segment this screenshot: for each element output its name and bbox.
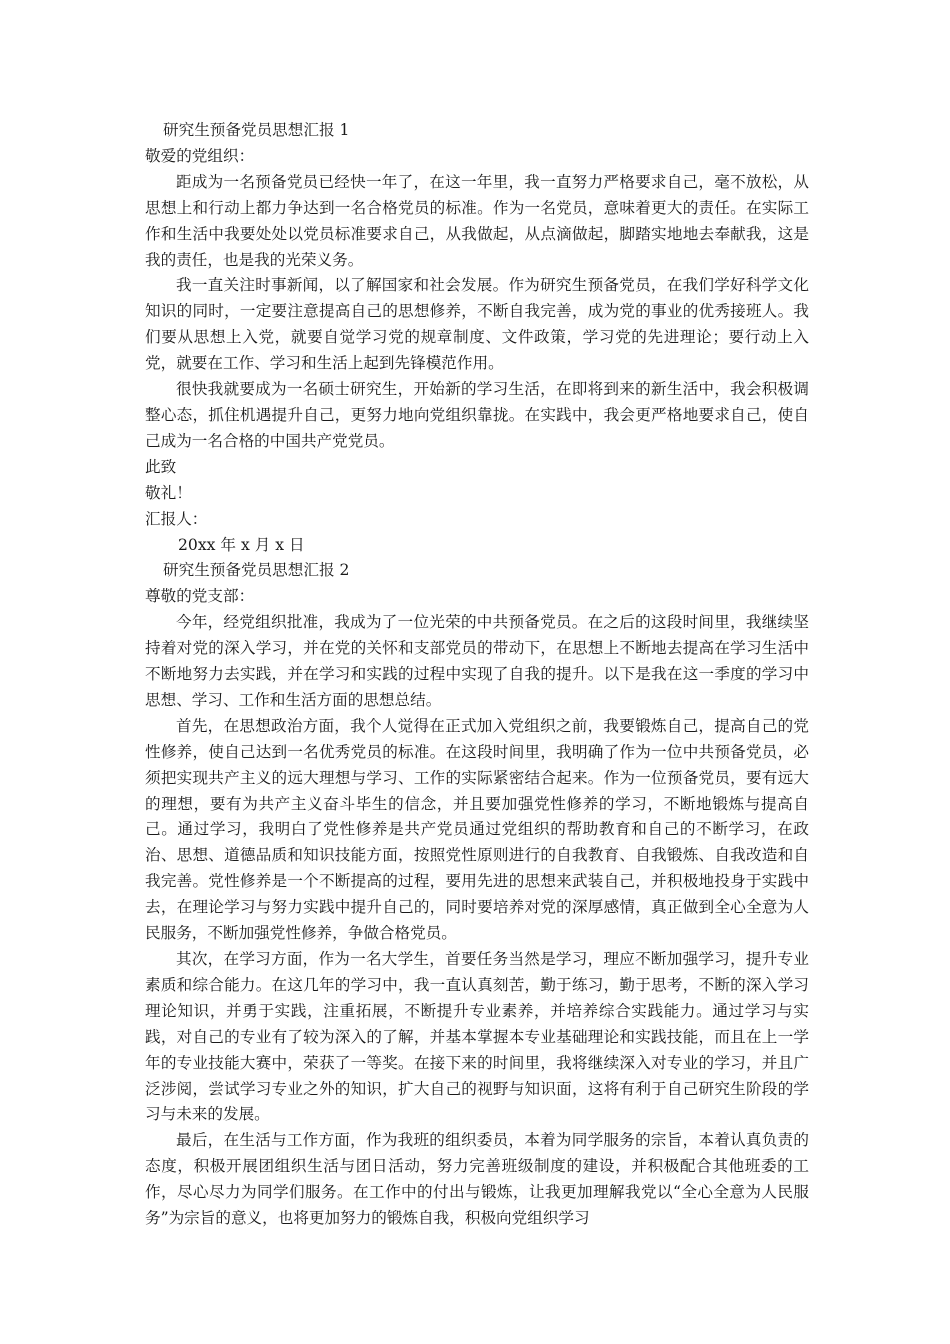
report-1-title: 研究生预备党员思想汇报 1 xyxy=(163,121,350,139)
report-2-paragraph-2: 首先，在思想政治方面，我个人觉得在正式加入党组织之前，我要锻炼自己，提高自己的党性修养，使自己达到一名优秀党员的标准。在这段时间里，我明确了作为一位中共预备党员，必须把实现共产主义的远大理想与学习、工作的实际紧密结合起来。作为一位预备党员，要有远大的理想，要有为共产主义奋斗毕生的信念，并且要加强党性修养的学习，不断地锻炼与提高自己。通过学习，我明白了党性修养是共产党员通过党组织的帮助教育和自己的不断学习，在政治、思想、道德品质和知识技能方面，按照党性原则进行的自我教育、自我锻炼、自我改造和自我完善。党性修养是一个不断提高的过程，要用先进的思想来武装自己，并积极地投身于实践中去，在理论学习与努力实践中提升自己的，同时要培养对党的深厚感情，真正做到全心全意为人民服务，不断加强党性修养，争做合格党员。 xyxy=(145,716,809,943)
document-body xyxy=(145,118,809,1232)
report-2-salutation: 尊敬的党支部： xyxy=(145,587,255,606)
report-1-salutation: 敬爱的党组织： xyxy=(145,146,255,165)
report-1-closing-1: 此致 xyxy=(145,457,177,476)
report-2-title: 研究生预备党员思想汇报 2 xyxy=(163,561,350,580)
report-1-reporter: 汇报人： xyxy=(145,509,208,528)
report-1-closing-2: 敬礼！ xyxy=(145,483,192,502)
report-2-paragraph-1: 今年，经党组织批准，我成为了一位光荣的中共预备党员。在之后的这段时间里，我继续坚持着对党的深入学习，并在党的关怀和支部党员的带动下，在思想上不断地去提高在学习生活中不断地努力去实践，并在学习和实践的过程中实现了自我的提升。以下是我在这一季度的学习中思想、学习、工作和生活方面的思想总结。 xyxy=(145,613,809,709)
report-1-date: 20xx 年 x 月 x 日 xyxy=(178,535,305,554)
report-2-paragraph-3: 其次，在学习方面，作为一名大学生，首要任务当然是学习，理应不断加强学习，提升专业素质和综合能力。在这几年的学习中，我一直认真刻苦，勤于练习，勤于思考，不断的深入学习理论知识，并勇于实践，注重拓展，不断提升专业素养，并培养综合实践能力。通过学习与实践，对自己的专业有了较为深入的了解，并基本掌握本专业基础理论和实践技能，而且在上一学年的专业技能大赛中，荣获了一等奖。在接下来的时间里，我将继续深入对专业的学习，并且广泛涉阅，尝试学习专业之外的知识，扩大自己的视野与知识面，这将有利于自己研究生阶段的学习与未来的发展。 xyxy=(145,950,809,1124)
report-1-paragraph-2: 我一直关注时事新闻，以了解国家和社会发展。作为研究生预备党员，在我们学好科学文化知识的同时，一定要注意提高自己的思想修养，不断自我完善，成为党的事业的优秀接班人。我们要从思想上入党，就要自觉学习党的规章制度、文件政策，学习党的先进理论；要行动上入党，就要在工作、学习和生活上起到先锋模范作用。 xyxy=(145,276,809,373)
report-2-paragraph-4: 最后，在生活与工作方面，作为我班的组织委员，本着为同学服务的宗旨，本着认真负责的态度，积极开展团组织生活与团日活动，努力完善班级制度的建设，并积极配合其他班委的工作，尽心尽力为同学们服务。在工作中的付出与锻炼，让我更加理解我党以“全心全意为人民服务”为宗旨的意义，也将更加努力的锻炼自我，积极向党组织学习 xyxy=(145,1131,809,1228)
report-1-paragraph-3: 很快我就要成为一名硕士研究生，开始新的学习生活，在即将到来的新生活中，我会积极调整心态，抓住机遇提升自己，更努力地向党组织靠拢。在实践中，我会更严格地要求自己，使自己成为一名合格的中国共产党党员。 xyxy=(145,380,809,450)
report-1-paragraph-1: 距成为一名预备党员已经快一年了，在这一年里，我一直努力严格要求自己，毫不放松，从思想上和行动上都力争达到一名合格党员的标准。作为一名党员，意味着更大的责任。在实际工作和生活中我要处处以党员标准要求自己，从我做起，从点滴做起，脚踏实地地去奉献我，这是我的责任，也是我的光荣义务。 xyxy=(145,172,809,269)
